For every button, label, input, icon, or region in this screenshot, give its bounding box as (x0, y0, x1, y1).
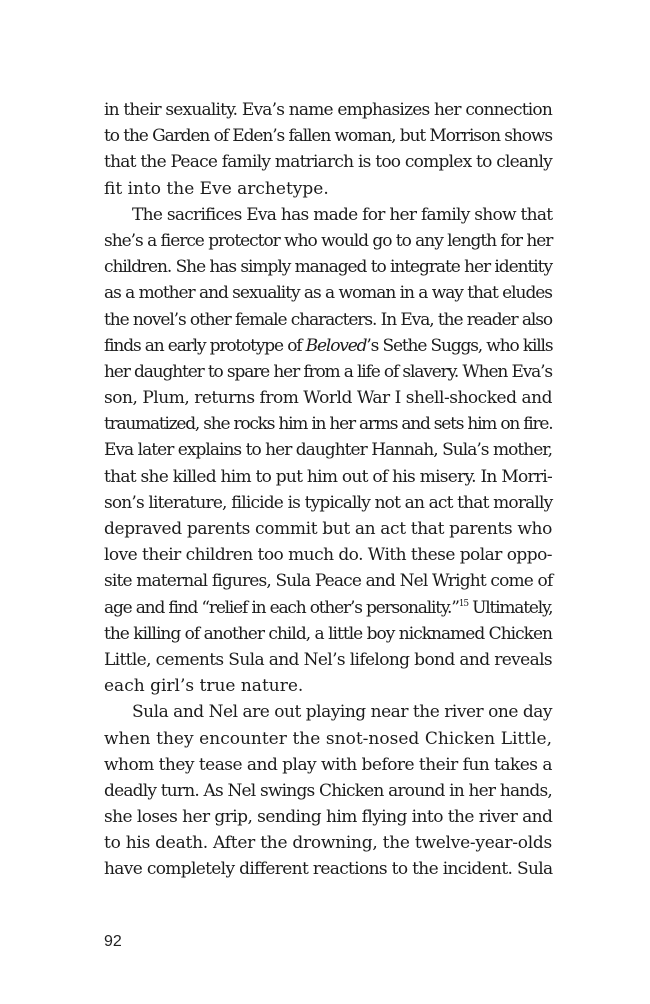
line-text: love their children too much do. With these polar oppo- (104, 545, 552, 566)
line-text: each girl’s true nature. (104, 676, 304, 697)
text-line (104, 856, 552, 882)
page-number: 92 (104, 933, 122, 950)
line-text: children. She has simply managed to integrate her identity (104, 257, 552, 278)
text-line (104, 228, 552, 254)
text-line (104, 149, 552, 175)
text-line (104, 202, 552, 228)
line-text: site maternal figures, Sula Peace and Nel Wright come of (104, 571, 553, 592)
line-text: ’s Sethe Suggs, who kills (366, 335, 553, 356)
line-text: as a mother and sexuality as a woman in a way that eludes (104, 283, 552, 304)
text-line (104, 830, 552, 856)
text-line (104, 359, 552, 385)
line-text: Sula and Nel are out playing near the river one day (132, 702, 552, 723)
text-line (104, 490, 552, 516)
text-line (104, 726, 552, 752)
line-text: she loses her grip, sending him flying into the river and (104, 807, 553, 828)
line-text: traumatized, she rocks him in her arms and sets him on fire. (104, 414, 553, 435)
line-text: to his death. After the drowning, the twelve-year-olds (104, 833, 552, 854)
text-line (104, 647, 552, 673)
text-line (104, 568, 552, 594)
text-line (104, 437, 552, 463)
line-text: finds an early prototype of (104, 335, 306, 356)
line-text: Ultimately, (467, 597, 553, 618)
text-line (104, 176, 552, 202)
line-text: deadly turn. As Nel swings Chicken around in her hands, (104, 780, 552, 801)
text-line (104, 542, 552, 568)
text-line (104, 699, 552, 725)
line-text: age and find “relief in each other’s personality.” (104, 597, 459, 618)
line-text: when they encounter the snot-nosed Chicken Little, (104, 728, 552, 749)
text-line (104, 464, 552, 490)
line-text: in their sexuality. Eva’s name emphasizes her connection (104, 100, 552, 120)
text-line (104, 595, 552, 621)
book-title-italic: Beloved (305, 335, 367, 356)
line-text: that the Peace family matriarch is too complex to cleanly (104, 152, 552, 173)
line-text: have completely different reactions to the incident. Sula (104, 859, 553, 880)
line-text: to the Garden of Eden’s fallen woman, but Morrison shows (104, 126, 552, 147)
line-text: Eva later explains to her daughter Hannah, Sula’s mother, (104, 440, 552, 461)
text-line (104, 411, 552, 437)
line-text: she’s a fierce protector who would go to any length for her (104, 230, 553, 251)
text-line (104, 123, 552, 149)
line-text: the novel’s other female characters. In Eva, the reader also (104, 309, 552, 330)
text-line (104, 621, 552, 647)
line-text: The sacrifices Eva has made for her family show that (132, 204, 553, 225)
text-line (104, 254, 552, 280)
line-text: her daughter to spare her from a life of slavery. When Eva’s (104, 361, 552, 382)
line-text: that she killed him to put him out of his misery. In Morri- (104, 466, 552, 487)
text-line (104, 97, 552, 123)
line-text: son, Plum, returns from World War I shell-shocked and (104, 388, 552, 409)
text-line (104, 778, 552, 804)
line-text: son’s literature, filicide is typically not an act that morally (104, 492, 553, 513)
text-line (104, 280, 552, 306)
text-line (104, 307, 552, 333)
body-text (104, 97, 552, 883)
text-line (104, 752, 552, 778)
text-line (104, 804, 552, 830)
line-text: depraved parents commit but an act that parents who (104, 519, 552, 539)
text-line (104, 673, 552, 699)
text-line (104, 333, 552, 359)
text-line (104, 516, 552, 542)
line-text: whom they tease and play with before their fun takes a (104, 754, 552, 775)
line-text: Little, cements Sula and Nel’s lifelong bond and reveals (104, 649, 552, 670)
line-text: fit into the Eve archetype. (104, 178, 329, 199)
text-line (104, 385, 552, 411)
footnote-marker: 15 (458, 598, 468, 609)
line-text: the killing of another child, a little boy nicknamed Chicken (104, 623, 552, 644)
